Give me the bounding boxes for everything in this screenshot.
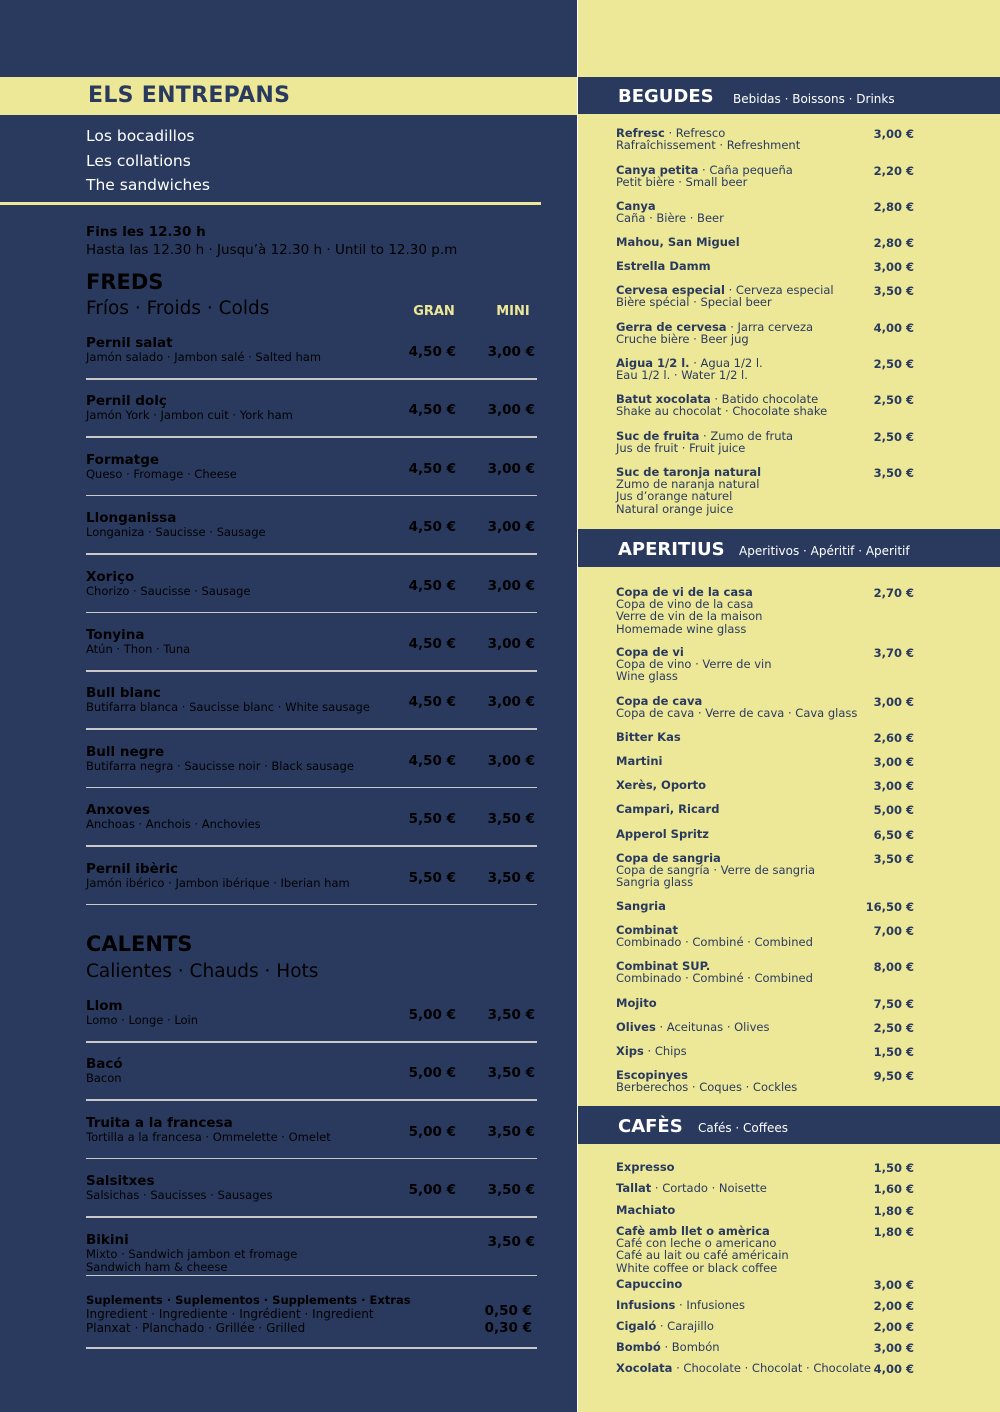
drink-name: Cafè amb llet o amèrica [616,1224,770,1238]
item-name: Salsitxes [86,1173,155,1190]
drink-desc: White coffee or black coffee [616,1260,778,1275]
drink-name: Xerès, Oporto [616,778,707,792]
item-name: Bull negre [86,743,165,760]
drink-desc: Rafraîchissement · Refreshment [616,138,801,153]
freds-title: FREDS [86,270,164,294]
drink-item [616,646,914,683]
item-desc: Bacon [86,1071,122,1086]
drink-name: Expresso [616,1160,675,1174]
drink-line [616,803,914,815]
divider-line [86,787,537,789]
drink-name: Canya petita [616,163,699,177]
drink-desc: Homemade wine glass [616,621,747,636]
drink-name: Sangria [616,899,666,913]
drink-name: Suc de fruita [616,429,700,443]
drink-price: 2,00 € [873,1320,914,1334]
item-name: Llom [86,998,123,1014]
drink-name: Mahou, San Miguel [616,235,740,249]
begudes-band [578,77,1000,114]
drink-line [616,1299,914,1311]
drink-name: Campari, Ricard [616,802,720,816]
item-desc: Mixto · Sandwich jambon et fromage [86,1246,298,1261]
price-mini: 3,00 € [487,519,535,536]
drink-desc: Copa de sangría · Verre de sangria [616,863,816,878]
price-mini: 3,00 € [487,344,535,360]
drink-item [616,1341,914,1353]
drink-price: 3,70 € [873,646,914,660]
drink-price: 9,50 € [873,1069,914,1083]
drink-item [616,731,914,743]
item-desc: Longaniza · Saucisse · Sausage [86,525,266,540]
subtitle-es: Los bocadillos [86,127,195,145]
drink-name: Xocolata [616,1361,673,1375]
drink-line [616,779,914,791]
drink-price: 1,80 € [873,1225,914,1239]
aperitius-subtitle: Aperitivos · Apéritif · Aperitif [739,544,910,558]
yellow-rule [0,202,541,205]
drink-name: Aigua 1/2 l. [616,356,690,370]
drink-desc: Sangria glass [616,875,694,890]
cafes-band [578,1106,1000,1144]
item-desc: Butifarra negra · Saucisse noir · Black sausage [86,758,354,773]
item-name: Anxoves [86,802,151,819]
price-gran: 5,00 € [408,1123,456,1140]
item-desc: Jamón salado · Jambon salé · Salted ham [86,350,322,364]
subtitle-en: The sandwiches [86,176,210,194]
menu-item [86,336,537,364]
item-desc: Atún · Thon · Tuna [86,642,191,656]
hours-note: Hasta las 12.30 h · Jusqu’à 12.30 h · Until to 12.30 p.m [86,242,458,258]
price-gran: 4,50 € [408,694,456,711]
drink-line [616,1320,914,1332]
drink-line [616,236,914,248]
page-title: ELS ENTREPANS [88,83,291,108]
price-gran: 4,50 € [408,344,456,360]
drink-item [616,1362,914,1374]
drink-alt: · Caña pequeña [698,163,793,177]
drink-desc: Caña · Bière · Beer [616,211,724,226]
price-mini: 3,50 € [487,1123,535,1140]
drink-name: Tallat [616,1181,652,1195]
drink-desc: Zumo de naranja natural [616,477,760,492]
begudes-subtitle: Bebidas · Boissons · Drinks [733,92,895,106]
price-mini: 3,00 € [487,577,535,594]
item-name: Xoriço [86,568,135,585]
item-name: Formatge [86,451,160,468]
menu-item [86,862,537,890]
divider-line [86,1158,537,1160]
price-gran: 5,50 € [408,869,456,886]
drink-price: 4,00 € [873,321,914,335]
drink-desc: Verre de vin de la maison [616,609,763,624]
drink-item [616,1278,914,1290]
item-name: Bull blanc [86,685,161,702]
drink-desc: Combinado · Combiné · Combined [616,971,813,986]
item-name: Bikini [86,1231,129,1248]
drink-name: Gerra de cervesa [616,320,727,334]
price-gran: 4,50 € [408,636,456,652]
drink-name: Copa de sangria [616,851,721,865]
calents-subtitle: Calientes · Chauds · Hots [86,961,319,982]
drink-name: Capuccino [616,1277,683,1291]
drink-alt: · Carajillo [656,1319,714,1333]
drink-desc: Copa de vino · Verre de vin [616,657,772,672]
drink-item [616,1182,914,1194]
price-mini: 3,00 € [487,636,535,652]
supplement-price-grilled: 0,30 € [484,1320,532,1336]
drink-price: 1,50 € [873,1045,914,1059]
drink-item [616,393,914,417]
drink-price: 6,50 € [873,828,914,842]
drink-price: 2,20 € [873,164,914,178]
price-mini: 3,50 € [487,1182,535,1199]
drink-line [616,1045,914,1057]
price-gran: 4,50 € [408,577,456,594]
drink-line [616,828,914,840]
drink-item [616,321,914,345]
hours-note-bold: Fins les 12.30 h [86,224,206,240]
drink-name: Bitter Kas [616,730,681,744]
drink-name: Xips [616,1044,644,1058]
drink-line [616,1161,914,1173]
supplements-title: Suplements · Suplementos · Supplements · Extras [86,1293,411,1307]
drink-item [616,997,914,1009]
item-desc-2: Sandwich ham & cheese [86,1259,228,1274]
drink-desc: Wine glass [616,669,678,684]
divider-line [86,553,537,555]
price-gran: 4,50 € [408,460,456,477]
aperitius-title: APERITIUS [618,539,725,560]
menu-item [86,686,537,714]
item-desc: Chorizo · Saucisse · Sausage [86,583,251,598]
divider-line [86,1216,537,1218]
price-gran: 5,00 € [408,1182,456,1199]
item-name: Llonganissa [86,510,177,527]
divider [577,0,578,1412]
drink-price: 2,70 € [873,586,914,600]
item-desc: Butifarra blanca · Saucisse blanc · White sausage [86,700,370,715]
item-desc: Lomo · Longe · Loin [86,1013,199,1027]
drink-name: Batut xocolata [616,392,711,406]
menu-item [86,803,537,831]
item-desc: Anchoas · Anchois · Anchovies [86,817,261,832]
drink-item [616,960,914,984]
drink-name: Refresc [616,126,665,140]
drink-price: 3,50 € [873,466,914,480]
drink-item [616,164,914,188]
drink-name: Apperol Spritz [616,827,709,841]
menu-item [86,453,537,481]
drink-name: Copa de cava [616,694,703,708]
drink-price: 3,00 € [873,755,914,769]
drink-price: 7,50 € [873,997,914,1011]
drink-item [616,1299,914,1311]
drink-line [616,997,914,1009]
drink-desc: Copa de cava · Verre de cava · Cava glass [616,706,858,721]
drink-alt: · Batido chocolate [710,392,819,406]
drink-desc: Cruche bière · Beer jug [616,332,749,347]
drink-name: Escopinyes [616,1068,688,1082]
drink-item [616,127,914,151]
divider-line [86,612,537,614]
menu-item [86,628,537,656]
drink-item [616,755,914,767]
drink-item [616,1320,914,1332]
col-mini: MINI [496,304,530,319]
divider-line [86,1275,537,1277]
subtitle-fr: Les collations [86,151,191,170]
item-name: Pernil salat [86,335,173,351]
drink-line [616,731,914,743]
divider-line [86,904,537,906]
item-name: Truita a la francesa [86,1114,233,1131]
drink-item [616,852,914,889]
drink-item [616,236,914,248]
drink-item [616,1204,914,1216]
price-gran: 4,50 € [408,752,456,769]
drink-alt: · Cortado · Noisette [651,1181,767,1195]
drink-item [616,900,914,912]
menu-item [86,1174,537,1202]
cafes-title: CAFÈS [618,1116,683,1137]
supplements [86,1293,537,1335]
divider-line [86,1041,537,1043]
drink-name: Bombó [616,1340,661,1354]
drink-item [616,695,914,719]
drink-price: 2,50 € [873,1021,914,1035]
drink-alt: · Agua 1/2 l. [689,356,763,370]
price-mini: 3,00 € [487,694,535,711]
drink-name: Machiato [616,1203,676,1217]
drink-name: Estrella Damm [616,259,711,273]
price-gran: 4,50 € [408,519,456,536]
item-name: Pernil ibèric [86,860,179,877]
drink-alt: · Refresco [664,126,726,140]
drink-line [616,1021,914,1033]
divider-line [86,670,537,672]
drink-line [616,260,914,272]
drink-alt: · Chips [643,1044,687,1058]
drink-price: 3,00 € [873,695,914,709]
drink-name: Mojito [616,996,657,1010]
drink-desc: Jus de fruit · Fruit juice [616,441,746,456]
drink-item [616,803,914,815]
drink-price: 4,00 € [873,1362,914,1376]
drink-item [616,430,914,454]
drink-price: 3,00 € [873,127,914,141]
drink-name: Copa de vi [616,645,684,659]
menu-item [86,1116,537,1144]
item-desc: Tortilla a la francesa · Ommelette · Omelet [86,1129,331,1144]
drink-price: 2,80 € [873,200,914,214]
item-desc: Queso · Fromage · Cheese [86,466,237,481]
drink-name: Combinat SUP. [616,959,711,973]
drink-desc: Petit bière · Small beer [616,175,748,190]
drink-item [616,200,914,224]
price-mini: 3,50 € [487,869,535,886]
drink-item [616,1225,914,1274]
drink-alt: · Bombón [660,1340,720,1354]
drink-line [616,1341,914,1353]
price-mini: 3,50 € [487,811,535,828]
drink-price: 3,00 € [873,1341,914,1355]
drink-desc: Café con leche o americano [616,1236,777,1251]
drink-item [616,924,914,948]
drink-alt: · Cerveza especial [724,283,834,297]
drink-price: 16,50 € [865,900,914,914]
menu-item [86,1233,537,1274]
drink-name: Olives [616,1020,656,1034]
drink-desc: Bière spécial · Special beer [616,295,772,310]
supplement-price-ingredient: 0,50 € [484,1303,532,1319]
price-mini: 3,00 € [487,402,535,419]
menu-item [86,394,537,422]
price-mini: 3,00 € [487,752,535,769]
drink-desc: Café au lait ou café américain [616,1248,789,1263]
drink-line [616,1362,914,1374]
col-gran: GRAN [413,304,455,319]
drink-line [616,1182,914,1194]
price-mini: 3,00 € [487,460,535,477]
drink-item [616,779,914,791]
drink-price: 3,00 € [873,260,914,274]
cafes-subtitle: Cafés · Coffees [698,1121,789,1135]
drink-name: Canya [616,199,656,213]
divider-line [86,378,537,380]
drink-price: 3,00 € [873,1278,914,1292]
drink-desc: Shake au chocolat · Chocolate shake [616,404,828,419]
drink-price: 7,00 € [873,924,914,938]
menu-item [86,1057,537,1085]
freds-subtitle: Fríos · Froids · Colds [86,298,270,319]
supplements-line2: Planxat · Planchado · Grillée · Grilled [86,1321,306,1335]
aperitius-band [578,529,1000,567]
price-gran: 5,00 € [408,1065,456,1082]
drink-price: 3,50 € [873,284,914,298]
drink-name: Cervesa especial [616,283,725,297]
divider-line [86,845,537,847]
drink-desc: Natural orange juice [616,501,734,516]
price-gran: 5,00 € [408,1007,456,1023]
price-mini: 3,50 € [487,1007,535,1023]
drink-price: 1,80 € [873,1204,914,1218]
drink-price: 8,00 € [873,960,914,974]
calents-title: CALENTS [86,932,193,956]
drink-alt: · Jarra cerveza [726,320,814,334]
menu-item [86,745,537,773]
divider-line [86,495,537,497]
drink-alt: · Chocolate · Chocolat · Chocolate [672,1361,871,1375]
drink-line [616,755,914,767]
price-gran: 5,50 € [408,811,456,828]
drink-price: 3,50 € [873,852,914,866]
price-gran: 4,50 € [408,402,456,419]
drink-name: Copa de vi de la casa [616,585,753,599]
drink-item [616,828,914,840]
drink-name: Combinat [616,923,678,937]
drink-price: 1,50 € [873,1161,914,1175]
drink-alt: · Aceitunas · Olives [655,1020,770,1034]
drink-name: Infusions [616,1298,676,1312]
item-name: Tonyina [86,627,145,643]
drink-item [616,284,914,308]
drink-price: 3,00 € [873,779,914,793]
drink-item [616,1161,914,1173]
item-name: Bacó [86,1056,123,1073]
drink-price: 5,00 € [873,803,914,817]
drink-item [616,1045,914,1057]
drink-price: 2,80 € [873,236,914,250]
drink-item [616,1069,914,1093]
drink-desc: Jus d’orange naturel [616,489,733,504]
drink-alt: · Zumo de fruta [699,429,794,443]
drink-price: 2,50 € [873,357,914,371]
drink-desc: Combinado · Combiné · Combined [616,935,813,950]
begudes-title: BEGUDES [618,86,714,107]
divider-line [86,436,537,438]
drink-item [616,586,914,635]
drink-item [616,357,914,381]
divider-line [86,1347,537,1349]
drink-name: Cigaló [616,1319,657,1333]
drink-price: 2,50 € [873,430,914,444]
drink-price: 2,50 € [873,393,914,407]
item-desc: Jamón ibérico · Jambon ibérique · Iberian ham [86,875,350,890]
drink-item [616,260,914,272]
item-desc: Salsichas · Saucisses · Sausages [86,1188,273,1203]
divider-line [86,1099,537,1101]
drink-desc: Eau 1/2 l. · Water 1/2 l. [616,368,748,383]
price-mini: 3,50 € [487,1233,535,1250]
drink-price: 2,00 € [873,1299,914,1313]
menu-item [86,570,537,598]
divider-line [86,728,537,730]
drink-line [616,1278,914,1290]
price-mini: 3,50 € [487,1065,535,1082]
drink-desc: Berberechos · Coques · Cockles [616,1080,798,1095]
drink-line [616,1204,914,1216]
menu-item [86,511,537,539]
drink-price: 2,60 € [873,731,914,745]
drink-desc: Copa de vino de la casa [616,597,754,612]
item-desc: Jamón York · Jambon cuit · York ham [86,408,293,423]
subtitles [86,124,210,198]
drink-price: 1,60 € [873,1182,914,1196]
menu-item [86,999,537,1027]
title-band [0,77,577,115]
drink-name: Suc de taronja natural [616,465,762,479]
drink-name: Martini [616,754,663,768]
drink-item [616,466,914,515]
drink-item [616,1021,914,1033]
drink-alt: · Infusiones [675,1298,745,1312]
item-name: Pernil dolç [86,393,167,410]
supplements-line1: Ingredient · Ingrediente · Ingrédient · Ingredient [86,1307,374,1321]
